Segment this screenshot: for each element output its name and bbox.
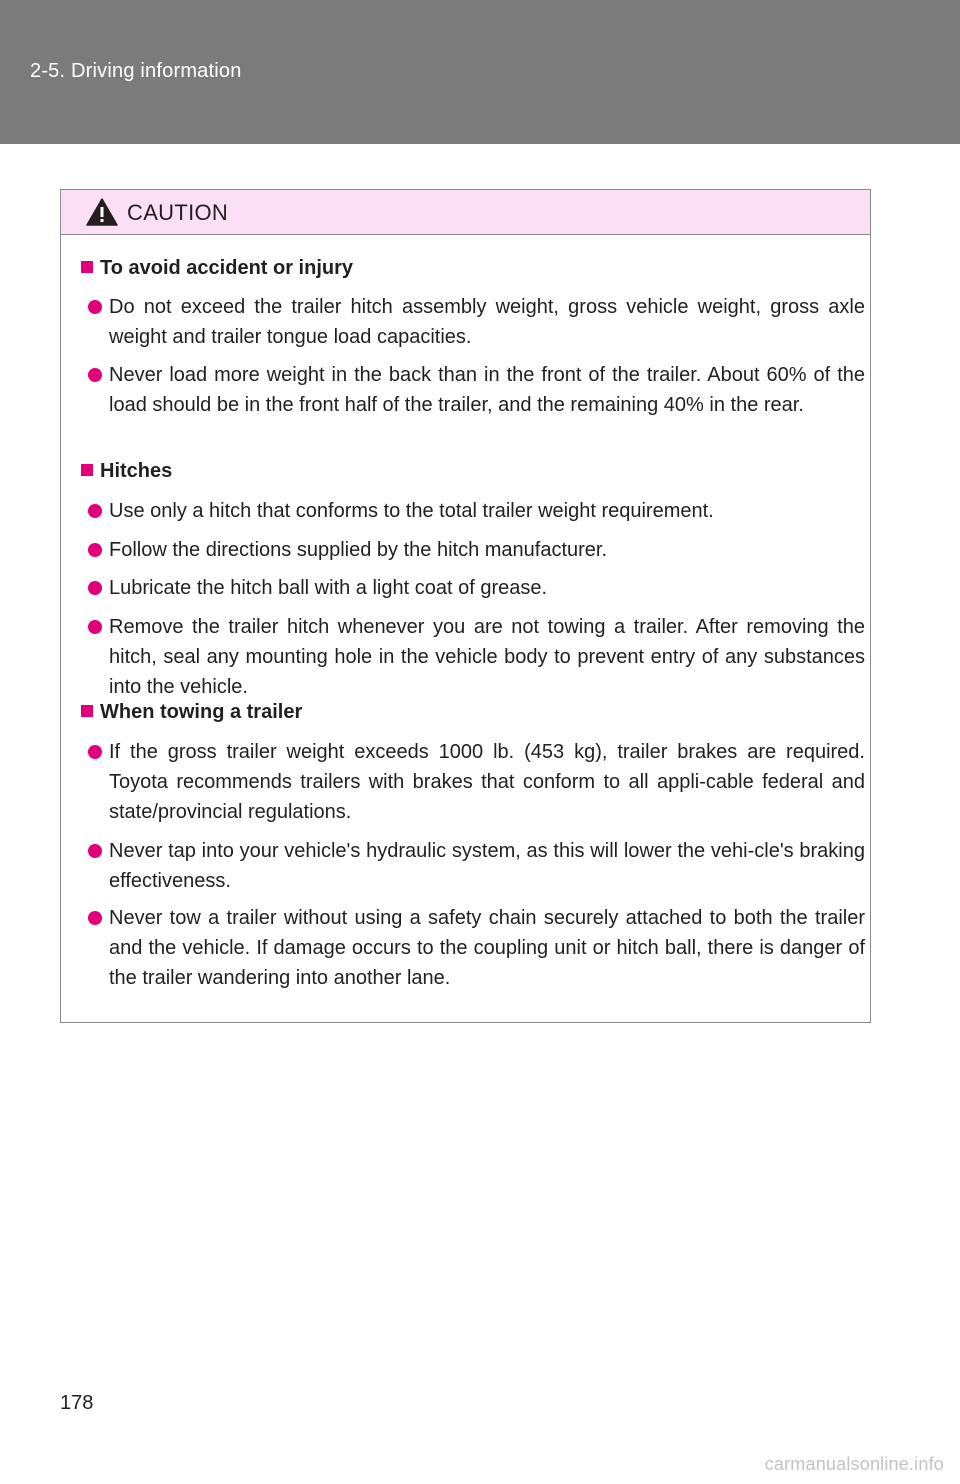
caution-header bbox=[61, 190, 870, 235]
round-bullet-icon bbox=[88, 368, 102, 382]
list-item bbox=[88, 538, 865, 565]
round-bullet-icon bbox=[88, 620, 102, 634]
list-item-text: Lubricate the hitch ball with a light coat of grease. bbox=[109, 577, 548, 599]
list-item bbox=[88, 499, 865, 526]
list-item bbox=[88, 839, 865, 896]
list-item-text: Do not exceed the trailer hitch assembly weight, gross vehicle weight, gross axle weight and trailer tongue load capacities. bbox=[109, 296, 865, 348]
list-item bbox=[88, 615, 865, 702]
round-bullet-icon bbox=[88, 504, 102, 518]
section-heading bbox=[81, 459, 172, 483]
section-heading-text: When towing a trailer bbox=[100, 701, 303, 723]
watermark: carmanualsonline.info bbox=[764, 1454, 944, 1474]
list-item-text: Never tow a trailer without using a safety chain securely attached to both the trailer and the vehicle. If damage occurs to the coupling unit or hitch ball, there is danger of the trailer wandering into another lane. bbox=[109, 907, 865, 989]
section-heading-text: To avoid accident or injury bbox=[100, 257, 354, 279]
square-bullet-icon bbox=[81, 261, 93, 273]
warning-triangle-icon bbox=[86, 198, 118, 226]
list-item bbox=[88, 363, 865, 420]
round-bullet-icon bbox=[88, 581, 102, 595]
square-bullet-icon bbox=[81, 705, 93, 717]
list-item bbox=[88, 740, 865, 827]
section-title: 2-5. Driving information bbox=[30, 60, 242, 82]
list-item-text: Never load more weight in the back than in the front of the trailer. About 60% of the load should be in the front half of the trailer, and the remaining 40% in the rear. bbox=[109, 364, 865, 416]
caution-title: CAUTION bbox=[127, 200, 229, 225]
round-bullet-icon bbox=[88, 745, 102, 759]
page-number: 178 bbox=[60, 1392, 94, 1414]
list-item-text: Follow the directions supplied by the hitch manufacturer. bbox=[109, 539, 608, 561]
list-item bbox=[88, 906, 865, 993]
list-item-text: Never tap into your vehicle's hydraulic system, as this will lower the vehi-cle's braking effectiveness. bbox=[109, 840, 865, 892]
list-item-text: Remove the trailer hitch whenever you are not towing a trailer. After removing the hitch, seal any mounting hole in the vehicle body to prevent entry of any substances into the vehicle. bbox=[109, 616, 865, 698]
round-bullet-icon bbox=[88, 543, 102, 557]
list-item-text: If the gross trailer weight exceeds 1000 lb. (453 kg), trailer brakes are required. Toyota recommends trailers with brakes that conform to all appli-cable federal and state/provincial regulations. bbox=[109, 741, 865, 823]
list-item bbox=[88, 576, 865, 603]
round-bullet-icon bbox=[88, 911, 102, 925]
list-item bbox=[88, 295, 865, 352]
caution-box bbox=[60, 189, 871, 1023]
header-band bbox=[0, 0, 960, 144]
round-bullet-icon bbox=[88, 300, 102, 314]
section-heading bbox=[81, 256, 353, 280]
list-item-text: Use only a hitch that conforms to the total trailer weight requirement. bbox=[109, 500, 714, 522]
section-heading bbox=[81, 700, 302, 724]
round-bullet-icon bbox=[88, 844, 102, 858]
section-heading-text: Hitches bbox=[100, 460, 173, 482]
square-bullet-icon bbox=[81, 464, 93, 476]
